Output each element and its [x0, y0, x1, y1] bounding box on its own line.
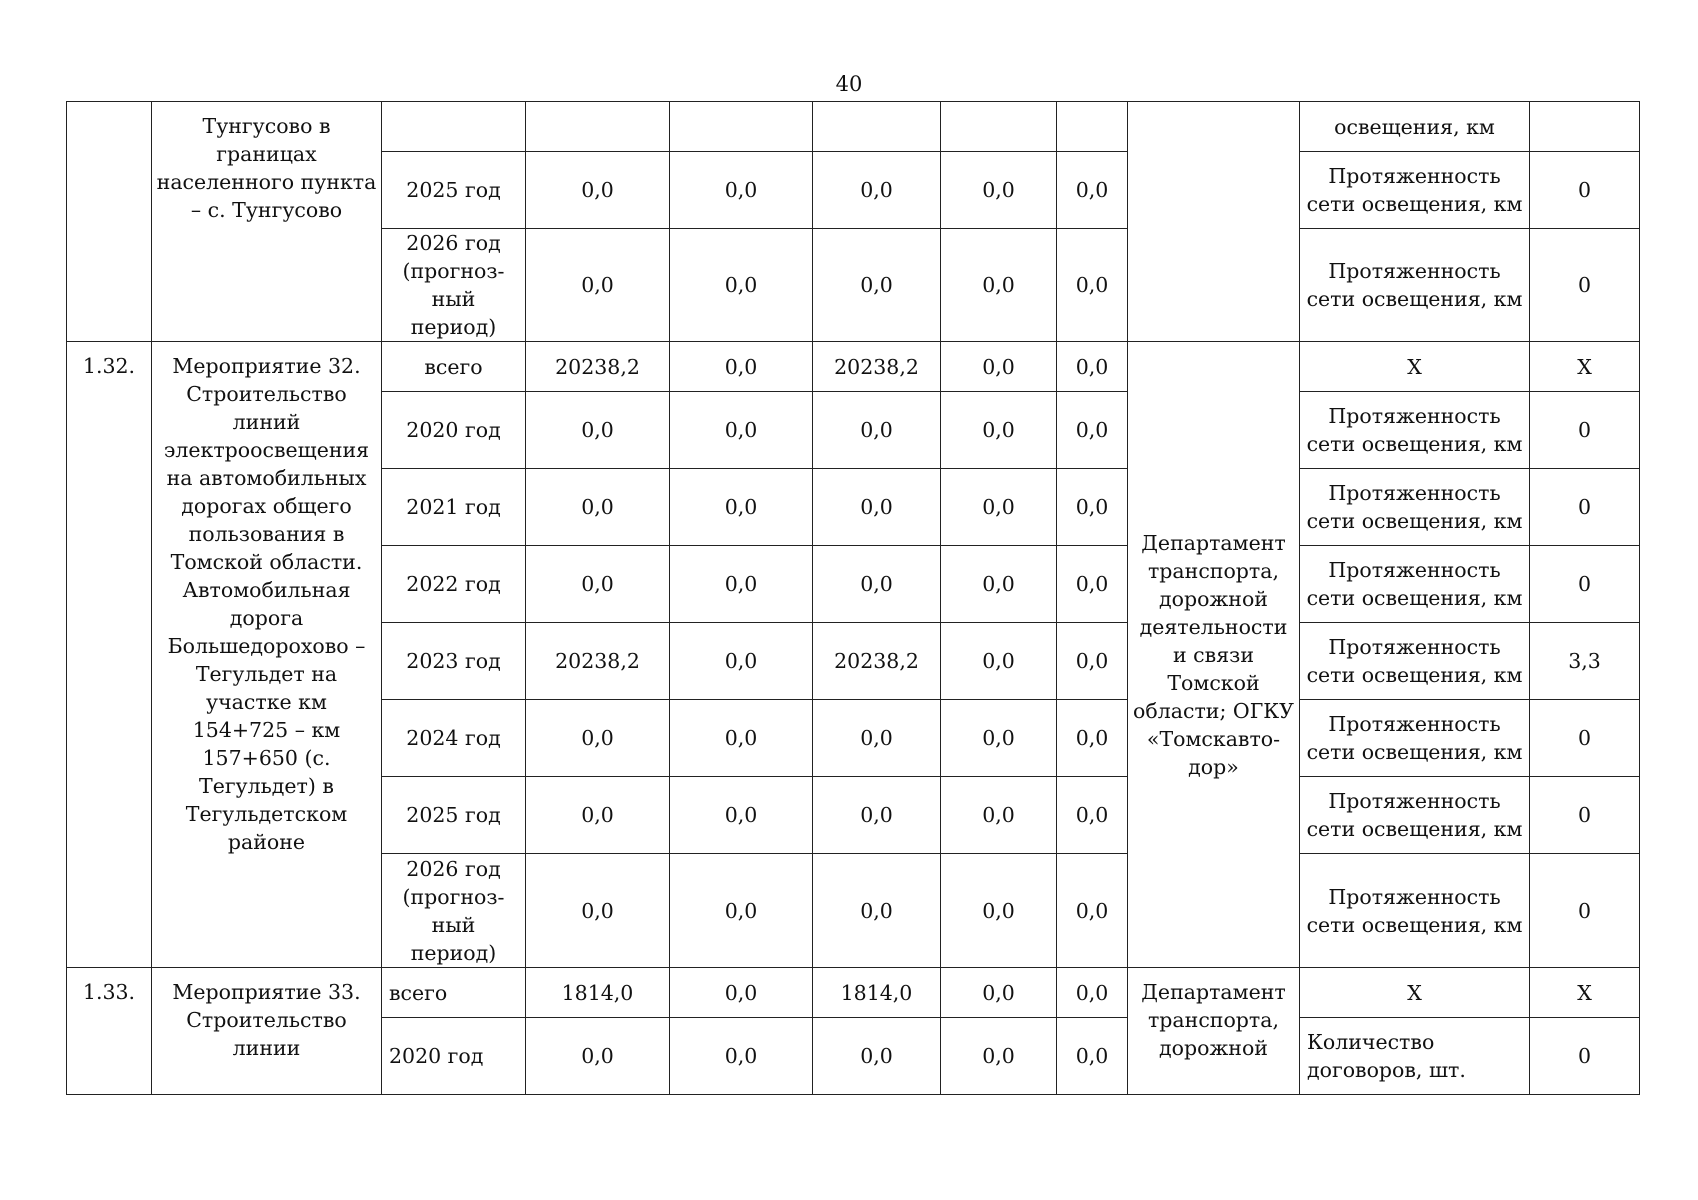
- indicator-cell: Х: [1300, 342, 1530, 392]
- value-cell: 0,0: [813, 854, 941, 968]
- value-cell: 1814,0: [526, 968, 670, 1018]
- value-cell: 0,0: [526, 469, 670, 546]
- period-cell: 2020 год: [382, 392, 526, 469]
- value-cell: [941, 102, 1057, 152]
- measure-name: Мероприятие 32. Строительство линий электроосвещения на автомобильных дорогах общего пользования в Томской области. Автомобильная дорога Большедорохово – Тегульдет на участке км 154+725 – км 157+650 (с. Тегульдет) в Тегульдетском районе: [152, 342, 382, 968]
- indicator-cell: Протяженность сети освещения, км: [1300, 546, 1530, 623]
- value-cell: 0,0: [670, 854, 813, 968]
- table-row: [67, 968, 1640, 1018]
- period-cell: всего: [382, 342, 526, 392]
- value-cell: 0,0: [670, 152, 813, 229]
- value-cell: 0,0: [941, 392, 1057, 469]
- indicator-cell: освещения, км: [1300, 102, 1530, 152]
- indicator-cell: Протяженность сети освещения, км: [1300, 623, 1530, 700]
- value-cell: 0,0: [1057, 623, 1128, 700]
- value-cell: 0,0: [813, 152, 941, 229]
- indicator-value-cell: 0: [1530, 546, 1640, 623]
- period-cell: 2023 год: [382, 623, 526, 700]
- value-cell: 0,0: [813, 777, 941, 854]
- indicator-value-cell: 0: [1530, 777, 1640, 854]
- value-cell: 20238,2: [813, 623, 941, 700]
- value-cell: 0,0: [941, 152, 1057, 229]
- value-cell: 0,0: [1057, 700, 1128, 777]
- measure-number: [67, 102, 152, 342]
- value-cell: [813, 102, 941, 152]
- period-cell: всего: [382, 968, 526, 1018]
- measure-number: 1.32.: [67, 342, 152, 968]
- value-cell: 0,0: [941, 777, 1057, 854]
- value-cell: 0,0: [1057, 546, 1128, 623]
- value-cell: 0,0: [813, 469, 941, 546]
- value-cell: 0,0: [526, 1018, 670, 1095]
- indicator-value-cell: 3,3: [1530, 623, 1640, 700]
- value-cell: 0,0: [813, 392, 941, 469]
- value-cell: 0,0: [670, 623, 813, 700]
- value-cell: 0,0: [941, 229, 1057, 342]
- value-cell: 0,0: [941, 469, 1057, 546]
- indicator-value-cell: 0: [1530, 700, 1640, 777]
- executor-cell: Департамент транспорта, дорожной деятельности и связи Томской области; ОГКУ «Томскавто-дор»: [1128, 342, 1300, 968]
- value-cell: 0,0: [670, 1018, 813, 1095]
- value-cell: 0,0: [941, 854, 1057, 968]
- indicator-value-cell: 0: [1530, 229, 1640, 342]
- value-cell: 0,0: [1057, 854, 1128, 968]
- indicator-cell: Протяженность сети освещения, км: [1300, 777, 1530, 854]
- value-cell: [670, 102, 813, 152]
- value-cell: 0,0: [1057, 152, 1128, 229]
- table-row: [67, 102, 1640, 152]
- page-number: 40: [835, 72, 863, 96]
- indicator-cell: Протяженность сети освещения, км: [1300, 469, 1530, 546]
- indicator-value-cell: 0: [1530, 392, 1640, 469]
- value-cell: 0,0: [813, 1018, 941, 1095]
- value-cell: 0,0: [526, 700, 670, 777]
- period-cell: [382, 102, 526, 152]
- value-cell: 0,0: [813, 229, 941, 342]
- value-cell: 20238,2: [813, 342, 941, 392]
- period-cell: 2021 год: [382, 469, 526, 546]
- period-cell: 2025 год: [382, 152, 526, 229]
- period-cell: 2022 год: [382, 546, 526, 623]
- indicator-cell: Протяженность сети освещения, км: [1300, 854, 1530, 968]
- value-cell: 0,0: [941, 968, 1057, 1018]
- executor-cell: Департамент транспорта, дорожной: [1128, 968, 1300, 1095]
- indicator-value-cell: [1530, 102, 1640, 152]
- value-cell: 0,0: [670, 229, 813, 342]
- value-cell: 0,0: [941, 546, 1057, 623]
- value-cell: 20238,2: [526, 342, 670, 392]
- indicator-cell: Количество договоров, шт.: [1300, 1018, 1530, 1095]
- period-cell: 2026 год (прогноз-ный период): [382, 229, 526, 342]
- measure-name: Тунгусово в границах населенного пункта – с. Тунгусово: [152, 102, 382, 342]
- value-cell: 0,0: [1057, 968, 1128, 1018]
- period-cell: 2025 год: [382, 777, 526, 854]
- indicator-cell: Протяженность сети освещения, км: [1300, 700, 1530, 777]
- value-cell: 0,0: [526, 854, 670, 968]
- indicator-cell: Протяженность сети освещения, км: [1300, 152, 1530, 229]
- indicator-cell: Протяженность сети освещения, км: [1300, 229, 1530, 342]
- table-row: [67, 342, 1640, 392]
- value-cell: 0,0: [670, 546, 813, 623]
- value-cell: 0,0: [526, 777, 670, 854]
- indicator-cell: Протяженность сети освещения, км: [1300, 392, 1530, 469]
- value-cell: 0,0: [941, 342, 1057, 392]
- indicator-value-cell: Х: [1530, 342, 1640, 392]
- value-cell: [1057, 102, 1128, 152]
- value-cell: 0,0: [670, 968, 813, 1018]
- value-cell: 0,0: [813, 546, 941, 623]
- value-cell: 0,0: [670, 777, 813, 854]
- value-cell: 0,0: [1057, 777, 1128, 854]
- period-cell: 2020 год: [382, 1018, 526, 1095]
- value-cell: 0,0: [1057, 392, 1128, 469]
- value-cell: 1814,0: [813, 968, 941, 1018]
- value-cell: 0,0: [941, 623, 1057, 700]
- value-cell: [526, 102, 670, 152]
- value-cell: 20238,2: [526, 623, 670, 700]
- value-cell: 0,0: [941, 700, 1057, 777]
- indicator-value-cell: 0: [1530, 1018, 1640, 1095]
- value-cell: 0,0: [670, 342, 813, 392]
- value-cell: 0,0: [1057, 1018, 1128, 1095]
- value-cell: 0,0: [1057, 342, 1128, 392]
- measure-number: 1.33.: [67, 968, 152, 1095]
- indicator-value-cell: 0: [1530, 152, 1640, 229]
- executor-cell: [1128, 102, 1300, 342]
- indicator-value-cell: 0: [1530, 469, 1640, 546]
- value-cell: 0,0: [1057, 229, 1128, 342]
- value-cell: 0,0: [526, 392, 670, 469]
- indicator-value-cell: 0: [1530, 854, 1640, 968]
- value-cell: 0,0: [670, 700, 813, 777]
- period-cell: 2024 год: [382, 700, 526, 777]
- indicator-cell: Х: [1300, 968, 1530, 1018]
- period-cell: 2026 год (прогноз-ный период): [382, 854, 526, 968]
- measure-name: Мероприятие 33. Строительство линии: [152, 968, 382, 1095]
- value-cell: 0,0: [670, 469, 813, 546]
- value-cell: 0,0: [526, 229, 670, 342]
- value-cell: 0,0: [670, 392, 813, 469]
- value-cell: 0,0: [941, 1018, 1057, 1095]
- value-cell: 0,0: [526, 546, 670, 623]
- value-cell: 0,0: [813, 700, 941, 777]
- program-measures-table: [66, 101, 1640, 1095]
- value-cell: 0,0: [526, 152, 670, 229]
- indicator-value-cell: Х: [1530, 968, 1640, 1018]
- value-cell: 0,0: [1057, 469, 1128, 546]
